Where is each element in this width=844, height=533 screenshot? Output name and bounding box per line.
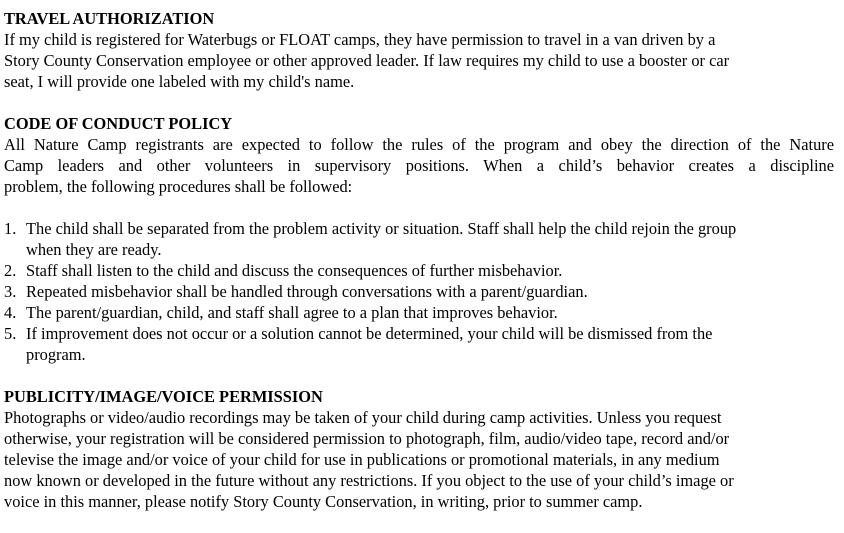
list-text: The child shall be separated from the problem activity or situation. Staff shall help the child rejoin the group <box>26 219 737 238</box>
travel-line: If my child is registered for Waterbugs or FLOAT camps, they have permission to travel in a van driven by a <box>4 30 716 49</box>
list-item <box>4 281 834 302</box>
list-text: The parent/guardian, child, and staff shall agree to a plan that improves behavior. <box>26 303 558 322</box>
list-text-continued: when they are ready. <box>26 240 162 259</box>
list-text-continued: program. <box>26 345 86 364</box>
travel-line: seat, I will provide one labeled with my child's name. <box>4 72 355 91</box>
list-item <box>4 260 834 281</box>
list-number: 3. <box>4 282 17 301</box>
list-number: 4. <box>4 303 17 322</box>
conduct-line: problem, the following procedures shall be followed: <box>4 177 353 196</box>
list-number: 5. <box>4 324 17 343</box>
list-item <box>4 323 834 344</box>
travel-heading: TRAVEL AUTHORIZATION <box>4 9 215 28</box>
list-text: Staff shall listen to the child and discuss the consequences of further misbehavior. <box>26 261 563 280</box>
publicity-heading: PUBLICITY/IMAGE/VOICE PERMISSION <box>4 387 323 406</box>
publicity-line: otherwise, your registration will be considered permission to photograph, film, audio/video tape, record and/or <box>4 429 730 448</box>
travel-line: Story County Conservation employee or other approved leader. If law requires my child to use a booster or car <box>4 51 730 70</box>
list-text: If improvement does not occur or a solution cannot be determined, your child will be dismissed from the <box>26 324 713 343</box>
conduct-line: All Nature Camp registrants are expected to follow the rules of the program and obey the direction of the Nature <box>4 135 834 154</box>
list-number: 2. <box>4 261 17 280</box>
conduct-line: Camp leaders and other volunteers in supervisory positions. When a child’s behavior creates a discipline <box>4 156 834 175</box>
list-text: Repeated misbehavior shall be handled through conversations with a parent/guardian. <box>26 282 588 301</box>
conduct-heading: CODE OF CONDUCT POLICY <box>4 114 233 133</box>
publicity-line: televise the image and/or voice of your child for use in publications or promotional materials, in any medium <box>4 450 720 469</box>
list-item <box>4 218 834 239</box>
list-item <box>4 302 834 323</box>
publicity-line: Photographs or video/audio recordings may be taken of your child during camp activities. Unless you request <box>4 408 722 427</box>
list-number: 1. <box>4 219 17 238</box>
document <box>4 8 834 512</box>
publicity-line: now known or developed in the future without any restrictions. If you object to the use of your child’s image or <box>4 471 734 490</box>
publicity-line: voice in this manner, please notify Story County Conservation, in writing, prior to summer camp. <box>4 492 643 511</box>
